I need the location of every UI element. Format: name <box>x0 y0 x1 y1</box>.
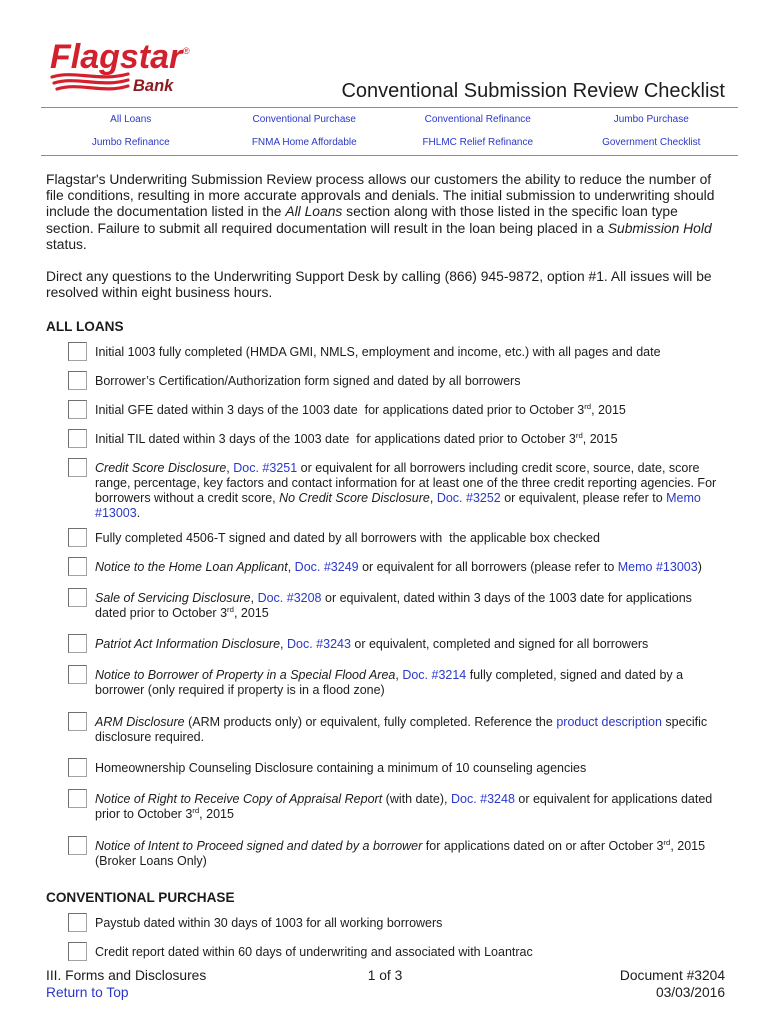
text-run: Paystub dated within 30 days of 1003 for all working borrowers <box>95 915 443 930</box>
checklist-item <box>68 371 722 390</box>
emphasized-text: Notice of Intent to Proceed signed and dated by a borrower <box>95 838 423 853</box>
emphasized-text: All Loans <box>285 203 343 220</box>
link-doc-3214[interactable]: Doc. #3214 <box>402 667 467 682</box>
nav-link-conventional-refinance[interactable]: Conventional Refinance <box>424 114 531 125</box>
nav-row <box>44 131 738 154</box>
text-run: , 2015 <box>199 806 234 821</box>
checkbox[interactable] <box>68 371 87 390</box>
checklist-item-text <box>95 560 721 575</box>
checklist-item-text <box>95 591 721 621</box>
text-run: Fully completed 4506-T signed and dated by all borrowers with the applicable box checked <box>95 530 600 545</box>
checklist-item-text <box>95 345 721 360</box>
checkbox[interactable] <box>68 758 87 777</box>
text-run: or equivalent, please refer to <box>500 490 667 505</box>
checkbox[interactable] <box>68 634 87 653</box>
emphasized-text: No Credit Score Disclosure <box>279 490 430 505</box>
contact-paragraph: Direct any questions to the Underwriting Support Desk by calling (866) 945-9872, option #1. All issues will be resolved within eight business hours. <box>46 268 712 301</box>
link-doc-3248[interactable]: Doc. #3248 <box>450 791 515 806</box>
ordinal-suffix: rd <box>227 604 234 614</box>
footer-date: 03/03/2016 <box>655 985 725 1000</box>
section-heading-conventional-purchase: CONVENTIONAL PURCHASE <box>46 890 235 905</box>
checkbox[interactable] <box>68 712 87 731</box>
checklist-item <box>68 942 722 961</box>
checklist-item <box>68 758 722 777</box>
text-run: or equivalent, dated within 3 days of the 1003 date for applications dated prior to October 3 <box>95 590 696 620</box>
checklist-item <box>68 528 722 547</box>
checklist-item <box>68 458 722 520</box>
footer-page-number: 1 of 3 <box>367 968 403 983</box>
checklist-item <box>68 429 722 448</box>
nav-link-all-loans[interactable]: All Loans <box>110 114 152 125</box>
checklist-item-text <box>95 945 721 960</box>
text-run: (ARM products only) or equivalent, fully completed. Reference the <box>184 714 557 729</box>
section-heading-all-loans: ALL LOANS <box>46 319 124 334</box>
text-run: , <box>250 590 258 605</box>
emphasized-text: Credit Score Disclosure <box>95 460 227 475</box>
checklist-item-text <box>95 461 721 521</box>
text-run: or equivalent for all borrowers (please refer to <box>358 559 618 574</box>
text-run: Borrower’s Certification/Authorization form signed and dated by all borrowers <box>95 373 521 388</box>
checklist-item-text <box>95 637 721 652</box>
text-run: , 2015 <box>582 431 618 446</box>
checklist-item-text <box>95 792 721 822</box>
text-run: , 2015 <box>233 605 269 620</box>
checklist-item-text <box>95 403 721 418</box>
ordinal-suffix: rd <box>192 805 200 815</box>
text-run: , 2015 (Broker Loans Only) <box>95 838 709 868</box>
checklist-item-text <box>95 374 721 389</box>
emphasized-text: Submission Hold <box>607 219 712 236</box>
text-run: fully completed, signed and dated by a borrower (only required if property is in a flood zone) <box>95 667 687 697</box>
ordinal-suffix: rd <box>575 430 583 440</box>
nav-link-fhlmc-relief-refinance[interactable]: FHLMC Relief Refinance <box>422 137 534 148</box>
emphasized-text: Notice to Borrower of Property in a Special Flood Area <box>95 667 396 682</box>
text-run: specific disclosure required. <box>95 714 711 744</box>
emphasized-text: ARM Disclosure <box>95 714 185 729</box>
checklist-item <box>68 836 722 868</box>
checkbox[interactable] <box>68 588 87 607</box>
text-run: ) <box>697 559 702 574</box>
footer-document-number: Document #3204 <box>619 968 725 983</box>
nav-link-jumbo-refinance[interactable]: Jumbo Refinance <box>91 137 170 148</box>
text-run: , <box>280 636 287 651</box>
nav-link-fnma-home-affordable[interactable]: FNMA Home Affordable <box>251 137 357 148</box>
checkbox[interactable] <box>68 836 87 855</box>
link-doc-3251[interactable]: Doc. #3251 <box>233 460 298 475</box>
checkbox[interactable] <box>68 528 87 547</box>
text-run: . <box>136 505 141 520</box>
checklist-item <box>68 789 722 821</box>
checklist-item-text <box>95 839 721 869</box>
text-run: or equivalent for all borrowers including credit score, source, date, score range, percentage, key factors and contact information for at least one of the three credit reporting agencies. For borrowers without a credit score, <box>95 460 720 505</box>
text-run: or equivalent, completed and signed for all borrowers <box>350 636 649 651</box>
checkbox[interactable] <box>68 429 87 448</box>
link-doc-3252[interactable]: Doc. #3252 <box>436 490 501 505</box>
checkbox[interactable] <box>68 913 87 932</box>
emphasized-text: Patriot Act Information Disclosure <box>95 636 281 651</box>
text-run: Flagstar's Underwriting Submission Review process allows our customers the ability to reduce the number of file conditions, resulting in more accurate approvals and denials. The initial submission to underwriting should include the documentation listed in the <box>46 171 715 220</box>
checklist-item-text <box>95 668 721 698</box>
text-run: , <box>395 667 403 682</box>
nav-link-government-checklist[interactable]: Government Checklist <box>602 137 701 148</box>
text-run: , <box>226 460 234 475</box>
checkbox[interactable] <box>68 665 87 684</box>
ordinal-suffix: rd <box>663 837 671 847</box>
checklist-item-text <box>95 432 721 447</box>
text-run: for applications dated on or after October 3 <box>422 838 664 853</box>
logo-registered-mark: ® <box>183 46 190 56</box>
text-run: , 2015 <box>591 402 626 417</box>
checkbox[interactable] <box>68 557 87 576</box>
page-title: Conventional Submission Review Checklist <box>341 80 725 102</box>
checklist-item <box>68 400 722 419</box>
emphasized-text: Sale of Servicing Disclosure <box>95 590 251 605</box>
text-run: , <box>429 490 437 505</box>
nav-link-jumbo-purchase[interactable]: Jumbo Purchase <box>613 114 689 125</box>
logo-wordmark: Flagstar <box>50 38 183 76</box>
link-product-description[interactable]: product description <box>556 714 662 729</box>
checklist-item-text <box>95 761 721 776</box>
text-run: Initial TIL dated within 3 days of the 1003 date for applications dated prior to October 3 <box>95 431 576 446</box>
nav-divider <box>41 155 738 156</box>
ordinal-suffix: rd <box>584 401 592 411</box>
flagstar-bank-logo <box>46 30 196 96</box>
nav-row <box>44 108 738 131</box>
nav-link-conventional-purchase[interactable]: Conventional Purchase <box>252 114 356 125</box>
emphasized-text: Notice of Right to Receive Copy of Appraisal Report <box>95 791 383 806</box>
checkbox[interactable] <box>68 342 87 361</box>
text-run: Initial GFE dated within 3 days of the 1003 date for applications dated prior to October 3 <box>95 402 585 417</box>
checklist-item <box>68 342 722 361</box>
text-run: Homeownership Counseling Disclosure containing a minimum of 10 counseling agencies <box>95 760 587 775</box>
checkbox[interactable] <box>68 942 87 961</box>
return-to-top-link[interactable]: Return to Top <box>46 985 129 1000</box>
text-run: status. <box>46 235 87 252</box>
checklist-item <box>68 588 722 620</box>
footer-section-name: III. Forms and Disclosures <box>46 968 207 983</box>
link-doc-3249[interactable]: Doc. #3249 <box>294 559 359 574</box>
checklist-item <box>68 665 722 697</box>
text-run: Credit report dated within 60 days of underwriting and associated with Loantrac <box>95 944 533 959</box>
link-doc-3208[interactable]: Doc. #3208 <box>257 590 322 605</box>
footer-return-wrapper <box>46 985 129 1001</box>
checklist-item <box>68 712 722 744</box>
text-run: (with date), <box>382 791 451 806</box>
text-run: section along with those listed in the specific loan type section. Failure to submit all required documentation will result in the loan being placed in a <box>46 203 678 236</box>
checklist-item <box>68 634 722 653</box>
emphasized-text: Notice to the Home Loan Applicant <box>95 559 288 574</box>
checklist-item <box>68 557 722 576</box>
checklist-item <box>68 913 722 932</box>
link-memo-13003[interactable]: Memo #13003 <box>95 490 705 520</box>
intro-paragraph <box>46 171 722 252</box>
text-run: or equivalent for applications dated prior to October 3 <box>95 791 716 821</box>
link-memo-13003[interactable]: Memo #13003 <box>617 559 698 574</box>
text-run: , <box>287 559 295 574</box>
checkbox[interactable] <box>68 789 87 808</box>
checklist-item-text <box>95 715 721 745</box>
flag-swoosh-icon <box>52 74 128 89</box>
logo-bank-label: Bank <box>133 77 174 95</box>
checkbox[interactable] <box>68 458 87 477</box>
checklist-item-text <box>95 531 721 546</box>
checklist-item-text <box>95 916 721 931</box>
link-doc-3243[interactable]: Doc. #3243 <box>286 636 351 651</box>
checkbox[interactable] <box>68 400 87 419</box>
text-run: Initial 1003 fully completed (HMDA GMI, NMLS, employment and income, etc.) with all pages and date <box>95 344 661 359</box>
